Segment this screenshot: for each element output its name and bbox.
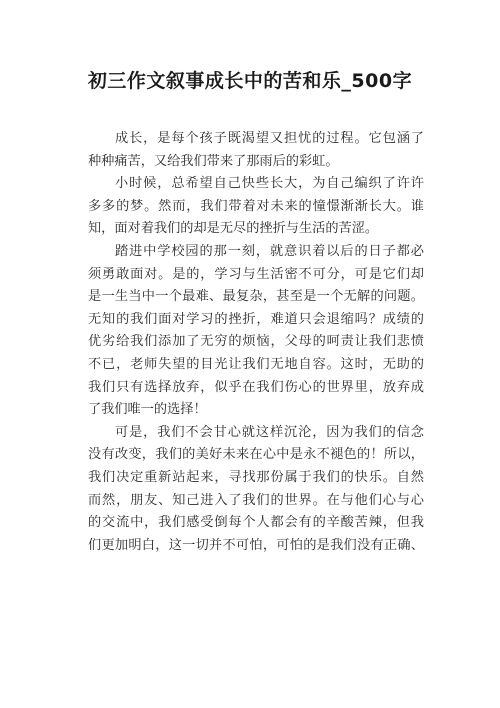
text-line: 的交流中，我们感受倒每个人都会有的辛酸苦辣，但我 [88, 515, 424, 531]
text-line: 种种痛苦，又给我们带来了那雨后的彩虹。 [88, 153, 339, 169]
text-line: 踏进中学校园的那一刻，就意识着以后的日子都必 [115, 243, 424, 259]
text-line: 知，面对着我们的却是无尽的挫折与生活的苦涩。 [88, 221, 379, 237]
text-line: 多多的梦。然而，我们带着对未来的憧憬渐渐长大。谁 [88, 198, 424, 214]
document-title: 初三作文叙事成长中的苦和乐_500字 [87, 70, 413, 92]
text-line: 们更加明白，这一切并不可怕，可怕的是我们没有正确、 [88, 537, 424, 553]
text-line: 无知的我们面对学习的挫折，难道只会退缩吗？成绩的 [88, 311, 424, 327]
text-line: 不已，老师失望的目光让我们无地自容。这时，无助的 [88, 356, 424, 372]
text-line: 而然，朋友、知己进入了我们的世界。在与他们心与心 [88, 492, 424, 508]
text-line: 我们决定重新站起来，寻找那份属于我们的快乐。自然 [88, 469, 424, 485]
text-line: 成长，是每个孩子既渴望又担忧的过程。它包涵了 [115, 131, 424, 146]
text-line: 小时候，总希望自己快些长大，为自己编织了许许 [115, 176, 424, 192]
text-line: 可是，我们不会甘心就这样沉沦，因为我们的信念 [115, 424, 424, 440]
text-line: 须勇敢面对。是的，学习与生活密不可分，可是它们却 [88, 266, 424, 282]
text-line: 优劣给我们添加了无穷的烦恼，父母的呵责让我们悲愤 [88, 334, 424, 350]
text-line: 没有改变，我们的美好未来在心中是永不褪色的！所以， [88, 447, 424, 463]
text-line: 了我们唯一的选择！ [88, 402, 207, 418]
text-line: 是一生当中一个最难、最复杂，甚至是一个无解的问题。 [88, 289, 424, 305]
text-line: 我们只有选择放弃，似乎在我们伤心的世界里，放弃成 [88, 379, 424, 395]
document-body [88, 128, 424, 557]
